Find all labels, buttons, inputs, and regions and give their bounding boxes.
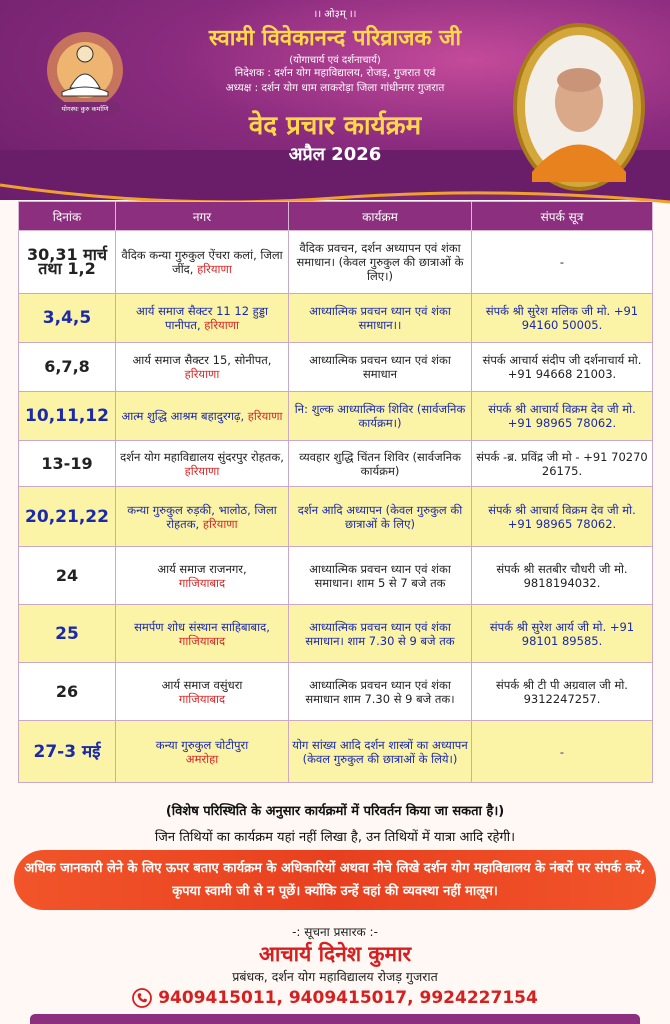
table-header-row <box>19 202 653 231</box>
row-contact: - <box>472 721 653 783</box>
row-contact: संपर्क श्री टी पी अग्रवाल जी मो. 9312247257. <box>472 663 653 721</box>
row-contact: संपर्क आचार्य संदीप जी दर्शनाचार्य मो. +91 94668 21003. <box>472 343 653 392</box>
info-label: -: सूचना प्रसारक :- <box>292 925 378 939</box>
table-row <box>19 231 653 294</box>
row-date: 26 <box>19 663 116 721</box>
row-program: आध्यात्मिक प्रवचन ध्यान एवं शंका समाधान।। <box>289 294 472 343</box>
row-program: दर्शन आदि अध्यापन (केवल गुरुकुल की छात्राओं के लिए) <box>289 487 472 547</box>
row-date: 6,7,8 <box>19 343 116 392</box>
row-contact: संपर्क श्री सतबीर चौधरी जी मो. 9818194032. <box>472 547 653 605</box>
header-place: नगर <box>116 202 289 231</box>
row-date: 13-19 <box>19 441 116 487</box>
row-date: 24 <box>19 547 116 605</box>
swami-subtitle: (योगाचार्य एवं दर्शनाचार्य) <box>289 55 381 66</box>
row-program: नि: शुल्क आध्यात्मिक शिविर (सार्वजनिक कार्यक्रम।) <box>289 392 472 441</box>
table-row <box>19 441 653 487</box>
phone-icon <box>132 988 152 1008</box>
row-program: आध्यात्मिक प्रवचन ध्यान एवं शंका समाधान <box>289 343 472 392</box>
swami-portrait <box>512 22 647 192</box>
row-contact: - <box>472 231 653 294</box>
row-date: 27-3 मई <box>19 721 116 783</box>
row-date: 20,21,22 <box>19 487 116 547</box>
logo-caption: योगस्थः कुरु कर्माणि <box>61 105 109 113</box>
row-place: कन्या गुरुकुल रुड़की, भालोठ, जिला रोहतक, हरियाणा <box>116 487 289 547</box>
row-place: आर्य समाज सैक्टर 11 12 हुड्डा पानीपत, हरियाणा <box>116 294 289 343</box>
row-program: आध्यात्मिक प्रवचन ध्यान एवं शंका समाधान। शाम 7.30 से 9 बजे तक <box>289 605 472 663</box>
row-program: आध्यात्मिक प्रवचन ध्यान एवं शंका समाधान शाम 7.30 से 9 बजे तक। <box>289 663 472 721</box>
program-table <box>18 201 653 783</box>
row-contact: संपर्क श्री आचार्य विक्रम देव जी मो. +91 98965 78062. <box>472 487 653 547</box>
table-row <box>19 294 653 343</box>
row-program: योग सांख्य आदि दर्शन शास्त्रों का अध्यापन (केवल गुरुकुल की छात्राओं के लिये।) <box>289 721 472 783</box>
table-row <box>19 605 653 663</box>
row-place: आर्य समाज राजनगर, गाजियाबाद <box>116 547 289 605</box>
row-contact: संपर्क श्री आचार्य विक्रम देव जी मो. +91 98965 78062. <box>472 392 653 441</box>
row-date: 30,31 मार्च तथा 1,2 <box>19 231 116 294</box>
header-program: कार्यक्रम <box>289 202 472 231</box>
table-row <box>19 721 653 783</box>
program-title: वेद प्रचार कार्यक्रम <box>248 111 422 141</box>
manager-line: प्रबंधक, दर्शन योग महाविद्यालय रोजड़ गुजरात <box>232 969 438 984</box>
travel-notice: जिन तिथियों का कार्यक्रम यहां नहीं लिखा है, उन तिथियों में यात्रा आदि रहेगी। <box>154 830 516 845</box>
acharya-name: आचार्य दिनेश कुमार <box>258 942 412 966</box>
row-place: आत्म शुद्धि आश्रम बहादुरगढ़, हरियाणा <box>116 392 289 441</box>
table-row <box>19 392 653 441</box>
table-row <box>19 487 653 547</box>
row-contact: संपर्क श्री सुरेश आर्य जी मो. +91 98101 89585. <box>472 605 653 663</box>
row-place: दर्शन योग महाविद्यालय सुंदरपुर रोहतक, हरियाणा <box>116 441 289 487</box>
row-place: समर्पण शोध संस्थान साहिबाबाद, गाजियाबाद <box>116 605 289 663</box>
header-date: दिनांक <box>19 202 116 231</box>
table-row <box>19 343 653 392</box>
table-row <box>19 663 653 721</box>
contact-banner-text: अधिक जानकारी लेने के लिए ऊपर बताए कार्यक्रम के अधिकारियों अथवा नीचे लिखे दर्शन योग महाविद्यालय के नंबरों पर संपर्क करें, कृपया स्वामी जी से न पूछें। क्योंकि उन्हें वहां की व्यवस्था नहीं मालूम। <box>24 861 646 899</box>
row-program: आध्यात्मिक प्रवचन ध्यान एवं शंका समाधान। शाम 5 से 7 बजे तक <box>289 547 472 605</box>
phone-numbers-row <box>0 988 670 1008</box>
row-date: 10,11,12 <box>19 392 116 441</box>
om-heading: ।। ओ३म् ।। <box>313 9 357 20</box>
row-date: 3,4,5 <box>19 294 116 343</box>
swami-name: स्वामी विवेकानन्द परिव्राजक जी <box>208 26 462 51</box>
director-line: निदेशक : दर्शन योग महाविद्यालय, रोजड़, गुजरात एवं <box>234 67 436 79</box>
phone-numbers: 9409415011, 9409415017, 9924227154 <box>158 988 538 1008</box>
table-row <box>19 547 653 605</box>
change-notice: (विशेष परिस्थिति के अनुसार कार्यक्रमों में परिवर्तन किया जा सकता है।) <box>165 804 505 819</box>
header-contact: संपर्क सूत्र <box>472 202 653 231</box>
row-place: वैदिक कन्या गुरुकुल ऐंचरा कलां, जिला जींद, हरियाणा <box>116 231 289 294</box>
row-place: आर्य समाज वसुंधरा गाजियाबाद <box>116 663 289 721</box>
program-month: अप्रैल 2026 <box>288 144 382 165</box>
row-place: कन्या गुरुकुल चोटीपुरा अमरोहा <box>116 721 289 783</box>
row-program: वैदिक प्रवचन, दर्शन अध्यापन एवं शंका समाधान। (केवल गुरुकुल की छात्राओं के लिए।) <box>289 231 472 294</box>
row-date: 25 <box>19 605 116 663</box>
footer-bar <box>30 1014 640 1024</box>
president-line: अध्यक्ष : दर्शन योग धाम लाकरोड़ा जिला गांधीनगर गुजरात <box>225 82 445 94</box>
row-program: व्यवहार शुद्धि चिंतन शिविर (सार्वजनिक कार्यक्रम) <box>289 441 472 487</box>
meditating-yogi-icon <box>30 30 140 120</box>
row-contact: संपर्क -ब्र. प्रविंद्र जी मो - +91 70270 26175. <box>472 441 653 487</box>
row-place: आर्य समाज सैक्टर 15, सोनीपत, हरियाणा <box>116 343 289 392</box>
row-contact: संपर्क श्री सुरेश मलिक जी मो. +91 94160 50005. <box>472 294 653 343</box>
